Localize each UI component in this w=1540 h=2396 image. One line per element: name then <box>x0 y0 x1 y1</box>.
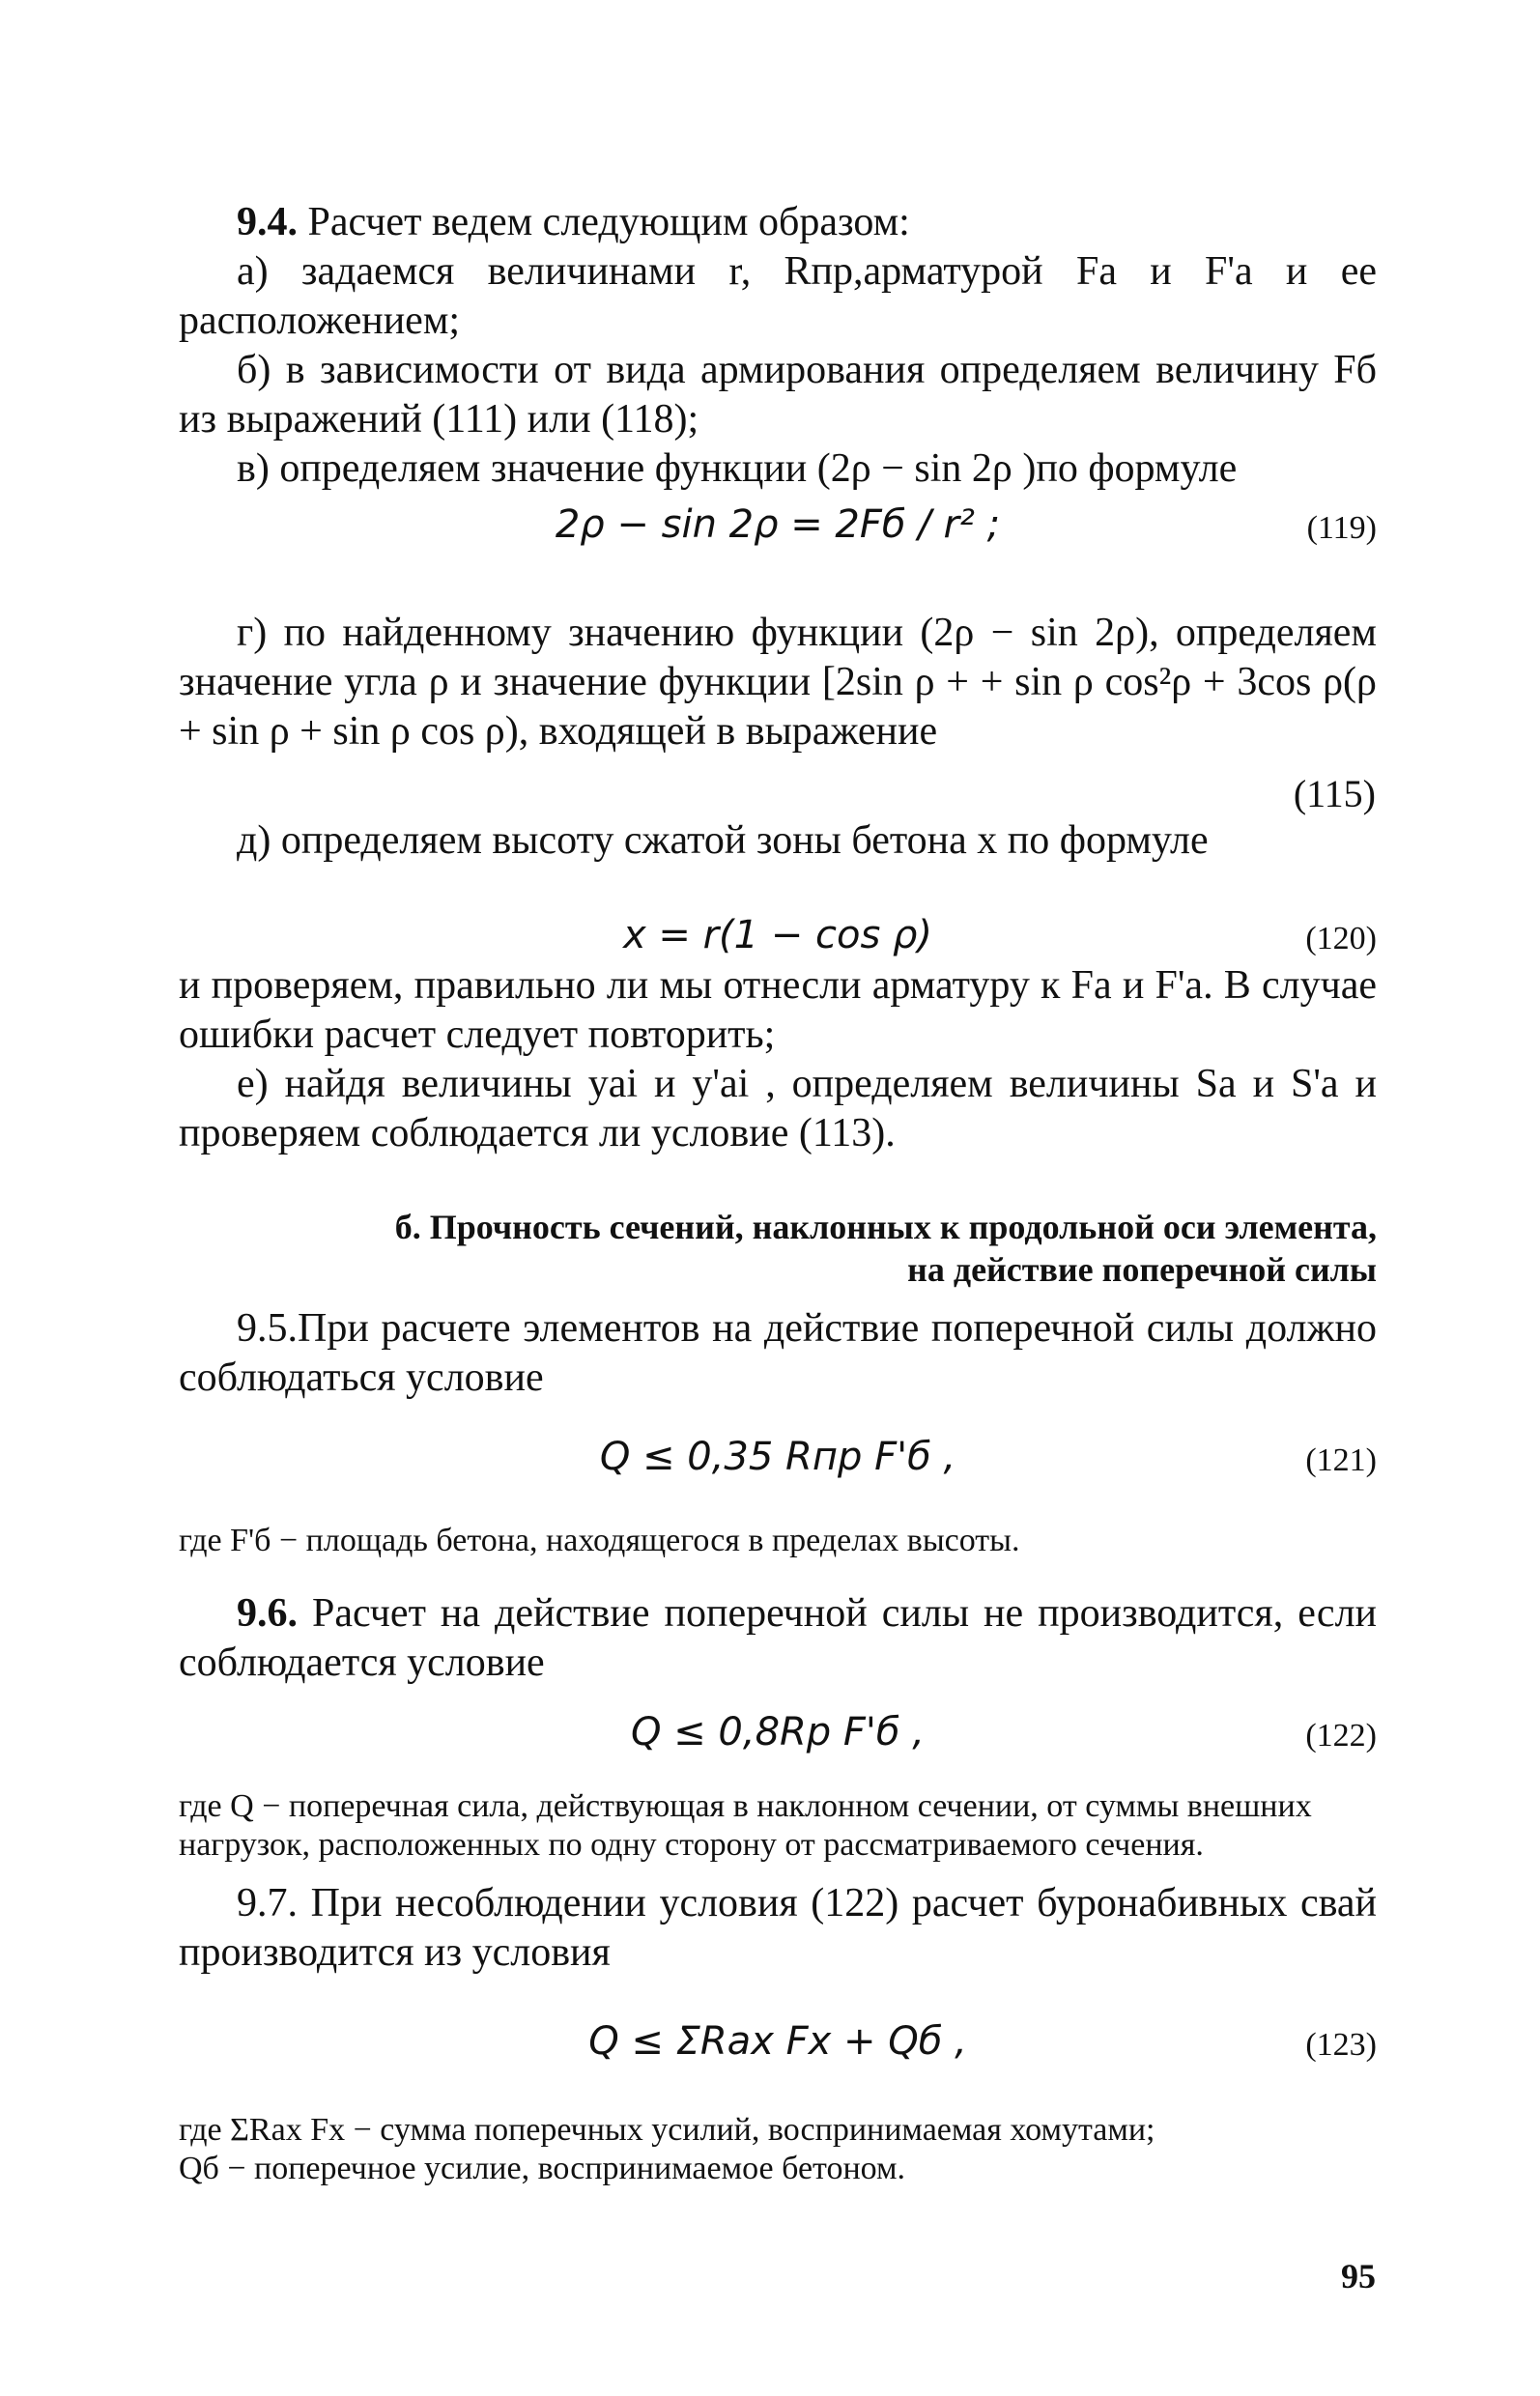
equation-number: (120) <box>1305 921 1377 956</box>
item-g: г) по найденному значению функции (2ρ − sin 2ρ), определяем значение угла ρ и значение функции [2sin ρ + + sin ρ cos²ρ + 3cos ρ(ρ + sin ρ + sin ρ cos ρ), входящей в выражение <box>179 611 1377 754</box>
formula-121 <box>179 1435 1377 1493</box>
heading-line-2: на действие поперечной силы <box>907 1250 1377 1289</box>
note-9-6: где Q − поперечная сила, действующая в наклонном сечении, от суммы внешних нагрузок, расположенных по одну сторону от рассматриваемого сечения. <box>179 1788 1312 1863</box>
section-9-6 <box>179 1589 1377 1688</box>
equation-number: (122) <box>1305 1718 1377 1754</box>
clause-number: 9.5. <box>237 1306 298 1351</box>
page-number: 95 <box>1341 2257 1376 2296</box>
formula-expression: 2ρ − sin 2ρ = 2Fб / r² ; <box>555 502 1001 547</box>
heading-line-1: б. Прочность сечений, наклонных к продольной оси элемента, <box>394 1208 1377 1246</box>
note-9-5: где F'б − площадь бетона, находящегося в пределах высоты. <box>179 1523 1020 1558</box>
paragraph-9-6: 9.6. Расчет на действие поперечной силы не производится, если соблюдается условие <box>179 1591 1377 1685</box>
item-b: б) в зависимости от вида армирования определяем величину Fб из выражений (111) или (118); <box>179 348 1377 442</box>
formula-123 <box>179 2019 1377 2077</box>
note-line-2: Qб − поперечное усилие, воспринимаемое бетоном. <box>179 2151 906 2186</box>
item-d2-block <box>179 961 1377 1158</box>
formula-expression: Q ≤ ΣRax Fx + Qб , <box>588 2019 967 2064</box>
equation-number: (121) <box>1305 1442 1377 1478</box>
section-9-4 <box>179 198 1377 494</box>
paragraph-9-7: 9.7. При несоблюдении условия (122) расчет буронабивных свай производится из условия <box>179 1881 1377 1975</box>
equation-number-115: (115) <box>1293 772 1376 815</box>
clause-number: 9.4. <box>237 200 298 244</box>
item-d-block <box>179 816 1377 866</box>
item-e: е) найдя величины yai и y'ai , определяем величины Sa и S'a и проверяем соблюдается ли условие (113). <box>179 1062 1377 1155</box>
clause-number: 9.6. <box>237 1591 298 1636</box>
item-d-continuation: и проверяем, правильно ли мы отнесли арматуру к Fa и F'a. В случае ошибки расчет следует повторить; <box>179 963 1377 1057</box>
paragraph-9-5: 9.5.При расчете элементов на действие поперечной силы должно соблюдаться условие <box>179 1306 1377 1400</box>
equation-number: (119) <box>1306 510 1377 546</box>
clause-number: 9.7. <box>237 1881 298 1925</box>
item-v: в) определяем значение функции (2ρ − sin 2ρ )по формуле <box>237 446 1238 491</box>
equation-number: (123) <box>1305 2027 1377 2063</box>
formula-expression: x = r(1 − cos ρ) <box>622 913 933 957</box>
paragraph-9-4-intro: 9.4. Расчет ведем следующим образом: <box>237 200 910 244</box>
item-g-block <box>179 609 1377 756</box>
formula-119 <box>179 502 1377 560</box>
formula-expression: Q ≤ 0,35 Rпр F'б , <box>599 1435 956 1479</box>
section-heading <box>179 1206 1377 1291</box>
note-9-7 <box>179 2111 1377 2188</box>
note-line-1: где ΣRax Fx − сумма поперечных усилий, воспринимаемая хомутами; <box>179 2112 1155 2148</box>
section-9-5 <box>179 1304 1377 1403</box>
item-a: а) задаемся величинами r, Rпр,арматурой Fa и F'a и ее расположением; <box>179 249 1377 343</box>
item-d: д) определяем высоту сжатой зоны бетона x по формуле <box>237 818 1209 863</box>
formula-122 <box>179 1710 1377 1768</box>
section-9-7 <box>179 1879 1377 1978</box>
formula-expression: Q ≤ 0,8Rp F'б , <box>630 1710 926 1754</box>
